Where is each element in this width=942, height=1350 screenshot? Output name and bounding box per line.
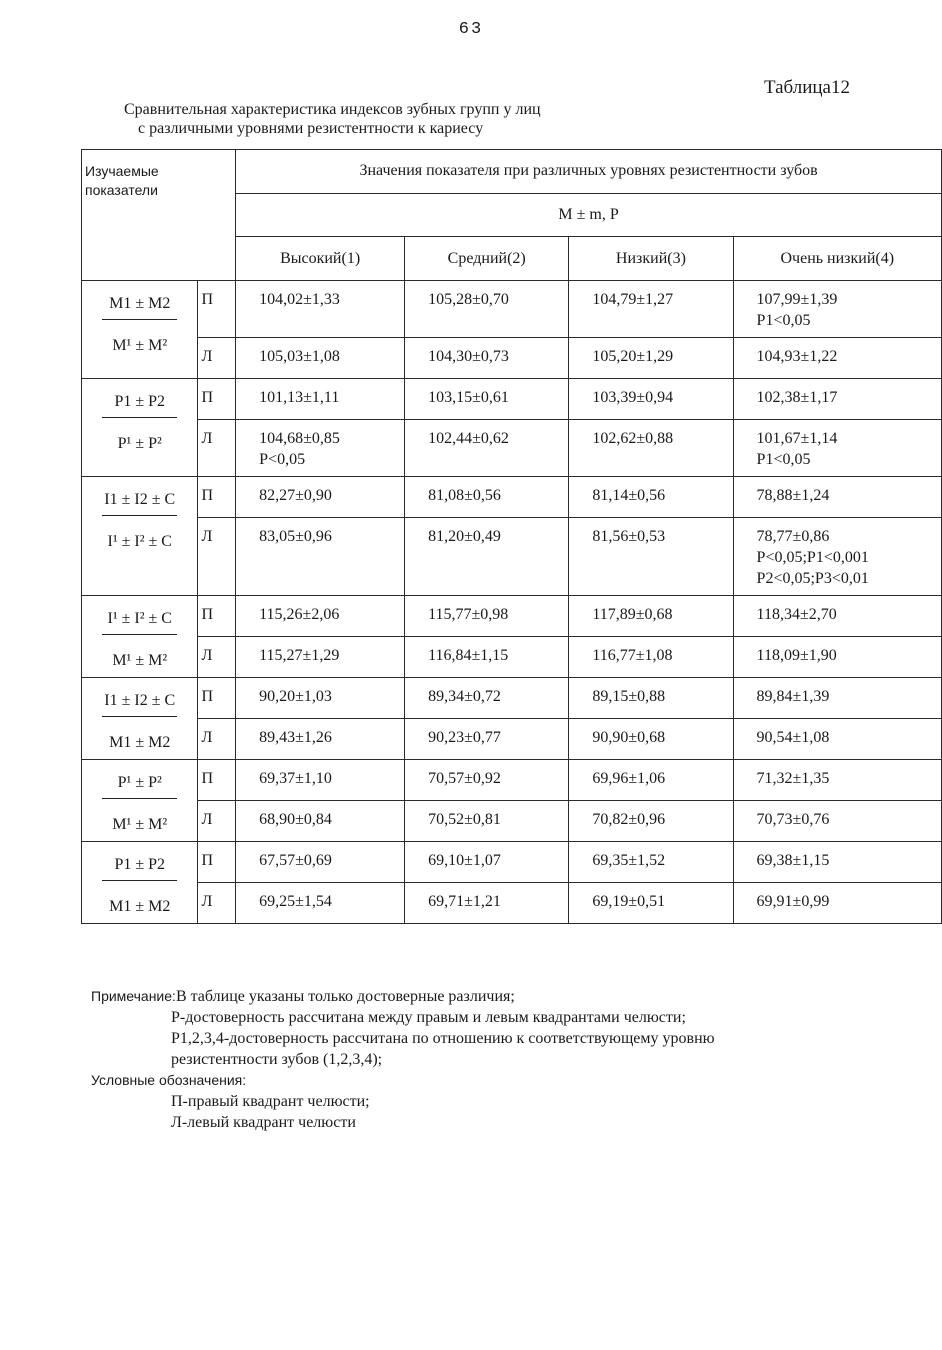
value-cell: 69,96±1,06 [569,760,733,801]
value-cell: 116,84±1,15 [405,637,569,678]
table-row [82,801,942,842]
notes-label: Примечание: [91,988,176,1004]
jaw-side: Л [198,518,236,596]
table-row [82,842,942,883]
table-row [82,637,942,678]
formula-numerator: I1 ± I2 ± C [102,491,177,516]
table-row [82,420,942,477]
value-cell: 107,99±1,39 P1<0,05 [733,281,941,338]
formula-numerator: M1 ± M2 [102,295,177,320]
header-level-1: Высокий(1) [236,237,405,281]
formula-numerator: P¹ ± P² [102,774,177,799]
value-cell: 104,30±0,73 [405,338,569,379]
value-cell: 102,38±1,17 [733,379,941,420]
index-table [81,149,942,924]
index-formula [82,596,198,678]
value-cell: 81,20±0,49 [405,518,569,596]
value-cell: 81,56±0,53 [569,518,733,596]
header-main: Значения показателя при различных уровнях резистентности зубов [236,150,942,194]
value-cell: 115,26±2,06 [236,596,405,637]
value-cell: 90,54±1,08 [733,719,941,760]
note-line-1: В таблице указаны только достоверные различия; [175,988,515,1005]
value-cell: 82,27±0,90 [236,477,405,518]
value-cell: 69,10±1,07 [405,842,569,883]
table-row [82,678,942,719]
value-cell: 90,23±0,77 [405,719,569,760]
value-cell: 67,57±0,69 [236,842,405,883]
value-cell: 102,62±0,88 [569,420,733,477]
jaw-side: П [198,678,236,719]
value-cell: 69,19±0,51 [569,883,733,924]
value-cell: 104,02±1,33 [236,281,405,338]
value-cell: 70,73±0,76 [733,801,941,842]
value-cell: 118,34±2,70 [733,596,941,637]
table-row [82,883,942,924]
note-line-2: P-достоверность рассчитана между правым и левым квадрантами челюсти; [171,1009,686,1026]
jaw-side: Л [198,420,236,477]
value-cell: 89,34±0,72 [405,678,569,719]
value-cell: 117,89±0,68 [569,596,733,637]
value-cell: 115,77±0,98 [405,596,569,637]
jaw-side: Л [198,719,236,760]
index-formula [82,678,198,760]
table-row [82,379,942,420]
table-row [82,760,942,801]
value-cell: 104,68±0,85 P<0,05 [236,420,405,477]
value-cell: 70,52±0,81 [405,801,569,842]
value-cell: 81,08±0,56 [405,477,569,518]
value-cell: 69,37±1,10 [236,760,405,801]
formula-denominator: M1 ± M2 [109,734,171,751]
header-level-2: Средний(2) [405,237,569,281]
header-studied: Изучаемые показатели [82,150,236,281]
page-number: 63 [458,20,484,39]
formula-denominator: M¹ ± M² [112,652,168,669]
value-cell: 101,13±1,11 [236,379,405,420]
formula-denominator: M¹ ± M² [112,816,168,833]
value-cell: 89,43±1,26 [236,719,405,760]
value-cell: 81,14±0,56 [569,477,733,518]
table-label: Таблица12 [763,77,850,98]
formula-denominator: P¹ ± P² [117,435,162,452]
value-cell: 90,90±0,68 [569,719,733,760]
table-row [82,338,942,379]
value-cell: 103,39±0,94 [569,379,733,420]
index-formula [82,760,198,842]
jaw-side: П [198,379,236,420]
caption-line-2: с различными уровнями резистентности к кариесу [138,120,484,137]
value-cell: 104,79±1,27 [569,281,733,338]
formula-numerator: I1 ± I2 ± C [102,692,177,717]
value-cell: 118,09±1,90 [733,637,941,678]
value-cell: 70,82±0,96 [569,801,733,842]
value-cell: 68,90±0,84 [236,801,405,842]
jaw-side: П [198,760,236,801]
caption-line-1: Сравнительная характеристика индексов зубных групп у лиц [124,101,541,118]
table-row [82,477,942,518]
jaw-side: П [198,477,236,518]
value-cell: 103,15±0,61 [405,379,569,420]
note-line-5: П-правый квадрант челюсти; [171,1093,370,1110]
table-row [82,281,942,338]
formula-denominator: M1 ± M2 [109,898,171,915]
value-cell: 115,27±1,29 [236,637,405,678]
value-cell: 89,15±0,88 [569,678,733,719]
jaw-side: Л [198,801,236,842]
header-sub: M ± m, P [236,193,942,237]
index-formula [82,842,198,924]
value-cell: 116,77±1,08 [569,637,733,678]
notes [91,986,715,1133]
jaw-side: П [198,281,236,338]
value-cell: 105,28±0,70 [405,281,569,338]
formula-denominator: M¹ ± M² [112,337,168,354]
table-body [82,281,942,924]
jaw-side: Л [198,883,236,924]
header-level-4: Очень низкий(4) [733,237,941,281]
formula-numerator: P1 ± P2 [102,856,177,881]
table-row [82,518,942,596]
value-cell: 83,05±0,96 [236,518,405,596]
index-formula [82,477,198,596]
index-formula [82,281,198,379]
value-cell: 69,71±1,21 [405,883,569,924]
value-cell: 101,67±1,14 P1<0,05 [733,420,941,477]
value-cell: 69,38±1,15 [733,842,941,883]
value-cell: 102,44±0,62 [405,420,569,477]
value-cell: 104,93±1,22 [733,338,941,379]
table-caption [0,100,541,138]
header-level-3: Низкий(3) [569,237,733,281]
jaw-side: П [198,842,236,883]
index-formula [82,379,198,477]
value-cell: 69,25±1,54 [236,883,405,924]
formula-numerator: P1 ± P2 [102,393,177,418]
value-cell: 69,35±1,52 [569,842,733,883]
value-cell: 78,77±0,86 P<0,05;P1<0,001 P2<0,05;P3<0,01 [733,518,941,596]
note-line-4: резистентности зубов (1,2,3,4); [171,1051,383,1068]
value-cell: 105,20±1,29 [569,338,733,379]
value-cell: 78,88±1,24 [733,477,941,518]
formula-denominator: I¹ ± I² ± C [107,533,172,550]
note-line-3: P1,2,3,4-достоверность рассчитана по отношению к соответствующему уровню [171,1030,715,1047]
value-cell: 89,84±1,39 [733,678,941,719]
value-cell: 90,20±1,03 [236,678,405,719]
legend-label: Условные обозначения: [91,1072,247,1088]
value-cell: 70,57±0,92 [405,760,569,801]
jaw-side: П [198,596,236,637]
value-cell: 71,32±1,35 [733,760,941,801]
note-line-6: Л-левый квадрант челюсти [171,1114,356,1131]
value-cell: 105,03±1,08 [236,338,405,379]
jaw-side: Л [198,637,236,678]
table-row [82,596,942,637]
jaw-side: Л [198,338,236,379]
value-cell: 69,91±0,99 [733,883,941,924]
table-row [82,719,942,760]
formula-numerator: I¹ ± I² ± C [102,610,177,635]
